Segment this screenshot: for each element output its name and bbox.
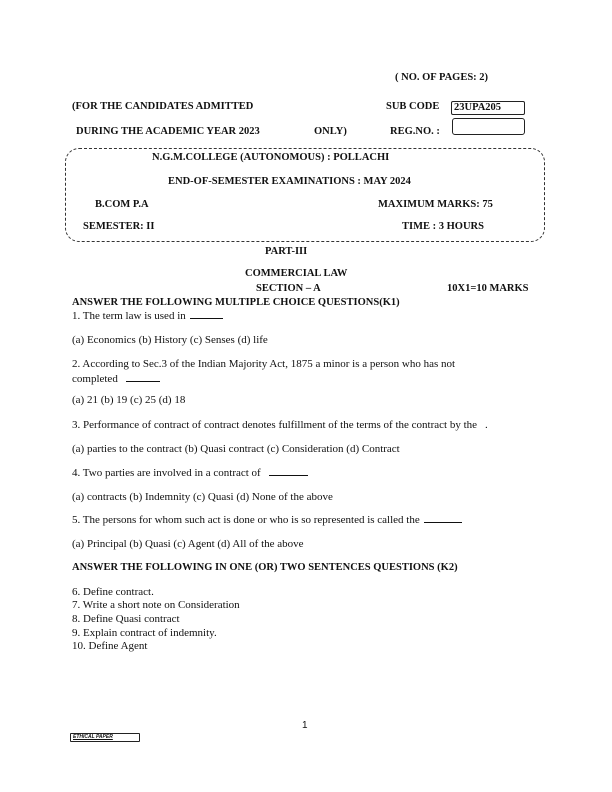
section-marks: 10X1=10 MARKS: [447, 283, 529, 294]
question-5-options: (a) Principal (b) Quasi (c) Agent (d) All of the above: [72, 538, 304, 550]
answer-mark: .: [485, 419, 488, 431]
question-3-options: (a) parties to the contract (b) Quasi contract (c) Consideration (d) Contract: [72, 443, 400, 455]
question-3: [72, 418, 488, 432]
question-2: 2. According to Sec.3 of the Indian Majority Act, 1875 a minor is a person who has not: [72, 358, 456, 370]
question-1: [72, 309, 223, 323]
question-4: [72, 466, 308, 480]
question-2-cont: [72, 372, 160, 386]
part-title: PART-III: [265, 246, 308, 257]
course: B.COM P.A: [95, 199, 149, 210]
page-number: 1: [302, 720, 308, 731]
admitted-line-2: DURING THE ACADEMIC YEAR 2023: [76, 126, 260, 137]
question-1-options: (a) Economics (b) History (c) Senses (d) life: [72, 334, 268, 346]
reg-no-field[interactable]: [452, 118, 525, 135]
answer-blank: [269, 467, 308, 476]
question-2-options: (a) 21 (b) 19 (c) 25 (d) 18: [72, 394, 186, 406]
time: TIME : 3 HOURS: [402, 221, 484, 232]
answer-blank: [190, 310, 223, 319]
mcq-heading: ANSWER THE FOLLOWING MULTIPLE CHOICE QUESTIONS(K1): [72, 297, 400, 308]
question-text: 3. Performance of contract of contract denotes fulfillment of the terms of the contract by the: [72, 419, 478, 431]
short-heading: ANSWER THE FOLLOWING IN ONE (OR) TWO SENTENCES QUESTIONS (K2): [72, 562, 458, 573]
sub-code-label: SUB CODE: [386, 101, 440, 112]
semester: SEMESTER: II: [83, 221, 155, 232]
short-question-10: 10. Define Agent: [72, 640, 148, 652]
answer-blank: [126, 373, 160, 382]
reg-no-label: REG.NO. :: [390, 126, 440, 137]
only-label: ONLY): [314, 126, 347, 137]
ethical-paper-stamp: ETHICAL PAPER: [70, 733, 140, 742]
question-text: 1. The term law is used in: [72, 310, 186, 322]
question-4-options: (a) contracts (b) Indemnity (c) Quasi (d) None of the above: [72, 491, 333, 503]
subject-title: COMMERCIAL LAW: [245, 268, 348, 279]
question-text: completed: [72, 373, 118, 385]
short-question-6: 6. Define contract.: [72, 586, 154, 598]
short-question-9: 9. Explain contract of indemnity.: [72, 627, 217, 639]
question-text: 4. Two parties are involved in a contract of: [72, 467, 261, 479]
answer-blank: [424, 514, 462, 523]
question-text: 5. The persons for whom such act is done or who is so represented is called the: [72, 514, 420, 526]
admitted-line-1: (FOR THE CANDIDATES ADMITTED: [72, 101, 254, 112]
sub-code-box: 23UPA205: [451, 101, 525, 115]
page-count: ( NO. OF PAGES: 2): [395, 72, 489, 83]
exam-title: END-OF-SEMESTER EXAMINATIONS : MAY 2024: [168, 176, 411, 187]
section-title: SECTION – A: [256, 283, 321, 294]
max-marks: MAXIMUM MARKS: 75: [378, 199, 493, 210]
short-question-8: 8. Define Quasi contract: [72, 613, 180, 625]
question-5: [72, 513, 462, 527]
short-question-7: 7. Write a short note on Consideration: [72, 599, 240, 611]
college-name: N.G.M.COLLEGE (AUTONOMOUS) : POLLACHI: [152, 152, 390, 163]
